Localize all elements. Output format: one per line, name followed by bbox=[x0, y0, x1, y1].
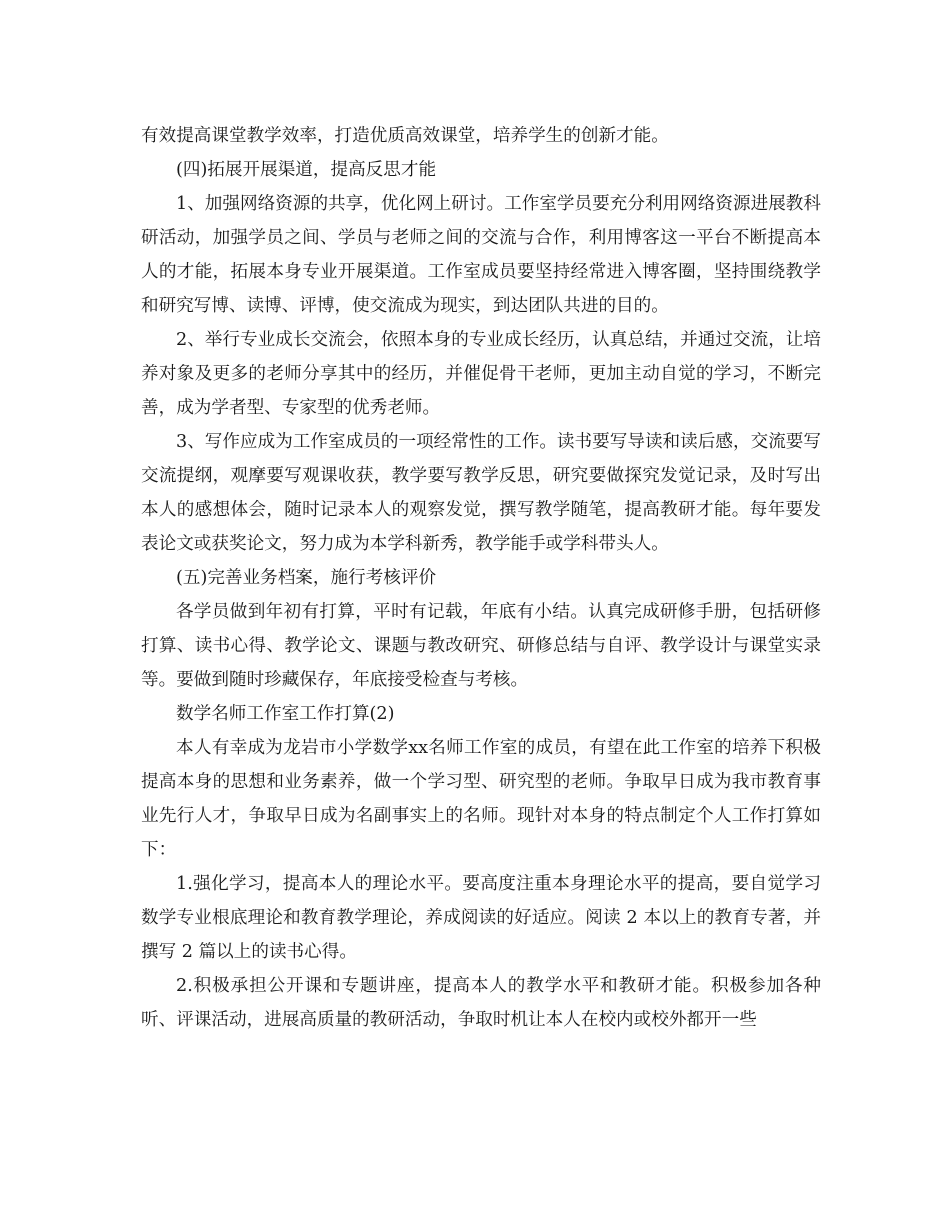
section-heading-4: (四)拓展开展渠道，提高反思才能 bbox=[176, 160, 437, 180]
paragraph-network-resources: 1、加强网络资源的共享，优化网上研讨。工作室学员要充分利用网络资源进展教科研活动，加强学员之间、学员与老师之间的交流与合作，利用博客这一平台不断提高本人的才能，拓展本身专业开展渠道。工作室成员要坚持经常进入博客圈，坚持围绕教学和研究写博、读博、评博，使交流成为现实，到达团队共进的目的。 bbox=[141, 194, 821, 316]
paragraph-exchange-meeting: 2、举行专业成长交流会，依照本身的专业成长经历，认真总结，并通过交流，让培养对象及更多的老师分享其中的经历，并催促骨干老师，更加主动自觉的学习，不断完善，成为学者型、专家型的优秀老师。 bbox=[141, 330, 821, 418]
paragraph-introduction: 本人有幸成为龙岩市小学数学xx名师工作室的成员，有望在此工作室的培养下积极提高本身的思想和业务素养，做一个学习型、研究型的老师。争取早日成为我市教育事业先行人才，争取早日成为名副事实上的名师。现针对本身的特点制定个人工作打算如下： bbox=[141, 738, 821, 860]
paragraph-archives: 各学员做到年初有打算，平时有记载，年底有小结。认真完成研修手册，包括研修打算、读书心得、教学论文、课题与教改研究、研修总结与自评、教学设计与课堂实录等。要做到随时珍藏保存，年底接受检查与考核。 bbox=[141, 602, 821, 690]
paragraph-1: 有效提高课堂教学效率，打造优质高效课堂，培养学生的创新才能。 bbox=[141, 126, 669, 146]
paragraph-writing: 3、写作应成为工作室成员的一项经常性的工作。读书要写导读和读后感，交流要写交流提纲，观摩要写观课收获，教学要写教学反思，研究要做探究发觉记录，及时写出本人的感想体会，随时记录本人的观察发觉，撰写教学随笔，提高教研才能。每年要发表论文或获奖论文，努力成为本学科新秀，教学能手或学科带头人。 bbox=[141, 432, 821, 554]
document-body bbox=[141, 119, 821, 1037]
paragraph-item-2: 2.积极承担公开课和专题讲座，提高本人的教学水平和教研才能。积极参加各种听、评课活动，进展高质量的教研活动，争取时机让本人在校内或校外都开一些 bbox=[141, 976, 821, 1030]
paragraph-item-1: 1.强化学习，提高本人的理论水平。要高度注重本身理论水平的提高，要自觉学习数学专业根底理论和教育教学理论，养成阅读的好适应。阅读 2 本以上的教育专著，并撰写 2 篇以上的读书心得。 bbox=[141, 874, 821, 962]
section-heading-5: (五)完善业务档案，施行考核评价 bbox=[176, 568, 437, 588]
document-subtitle: 数学名师工作室工作打算(2) bbox=[176, 704, 395, 724]
